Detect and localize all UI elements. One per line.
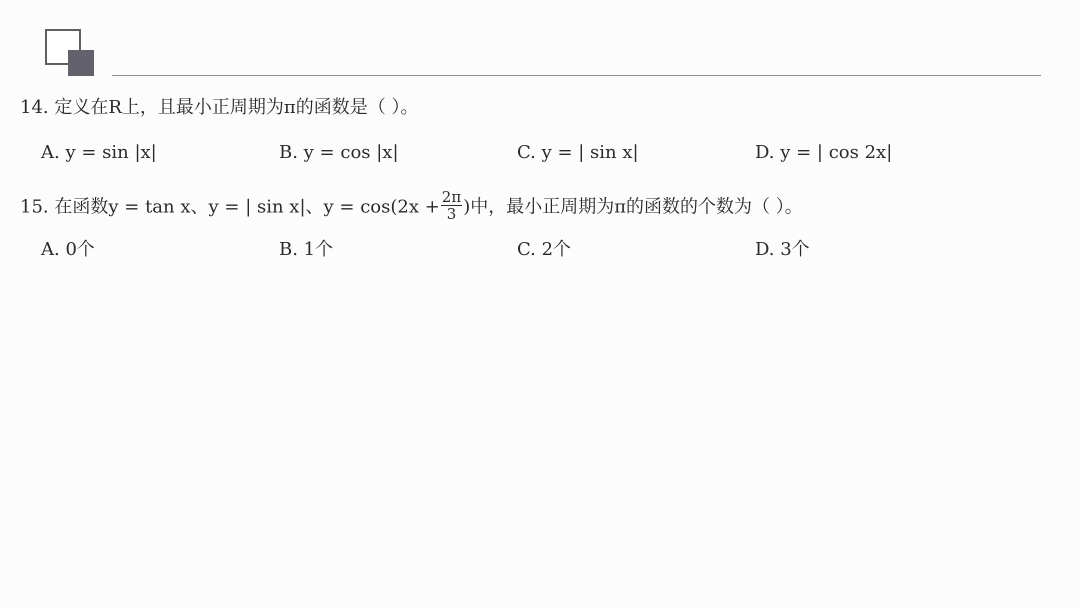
option-b: B. y = cos |x| — [279, 142, 399, 163]
fraction-numerator: 2π — [441, 188, 462, 206]
option-d: D. 3个 — [755, 239, 810, 260]
header-divider — [112, 75, 1041, 76]
question-15 — [20, 188, 803, 224]
option-c: C. y = | sin x| — [517, 142, 639, 163]
question-number: 14. — [20, 97, 49, 118]
question-14 — [20, 96, 418, 120]
section-logo-icon — [45, 29, 95, 77]
question-number: 15. — [20, 196, 49, 218]
option-c: C. 2个 — [517, 239, 572, 260]
option-d: D. y = | cos 2x| — [755, 142, 893, 163]
option-a: A. 0个 — [41, 239, 95, 260]
fraction — [441, 189, 462, 222]
question-text-after: )中，最小正周期为π的函数的个数为（ ）。 — [463, 196, 803, 218]
fraction-denominator: 3 — [446, 205, 457, 223]
question-text: 定义在R上，且最小正周期为π的函数是（ ）。 — [54, 97, 419, 118]
option-b: B. 1个 — [279, 239, 334, 260]
option-a: A. y = sin |x| — [41, 142, 157, 163]
question-text-before: 在函数y = tan x、y = | sin x|、y = cos(2x + — [54, 196, 440, 218]
logo-inner-square — [68, 50, 94, 76]
